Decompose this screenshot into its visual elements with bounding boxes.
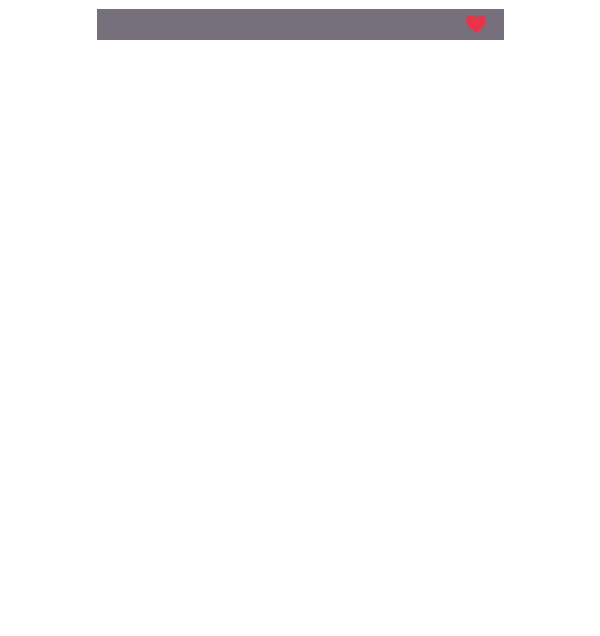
height-size-table: [6, 295, 592, 339]
bust-size-table: [6, 108, 592, 152]
title-bar: [97, 9, 504, 40]
bust-range-row: [6, 108, 592, 152]
waist-size-table: [6, 201, 592, 245]
height-range-row: [6, 295, 592, 339]
waist-range-row: [6, 201, 592, 245]
heart-icon: [466, 15, 486, 34]
